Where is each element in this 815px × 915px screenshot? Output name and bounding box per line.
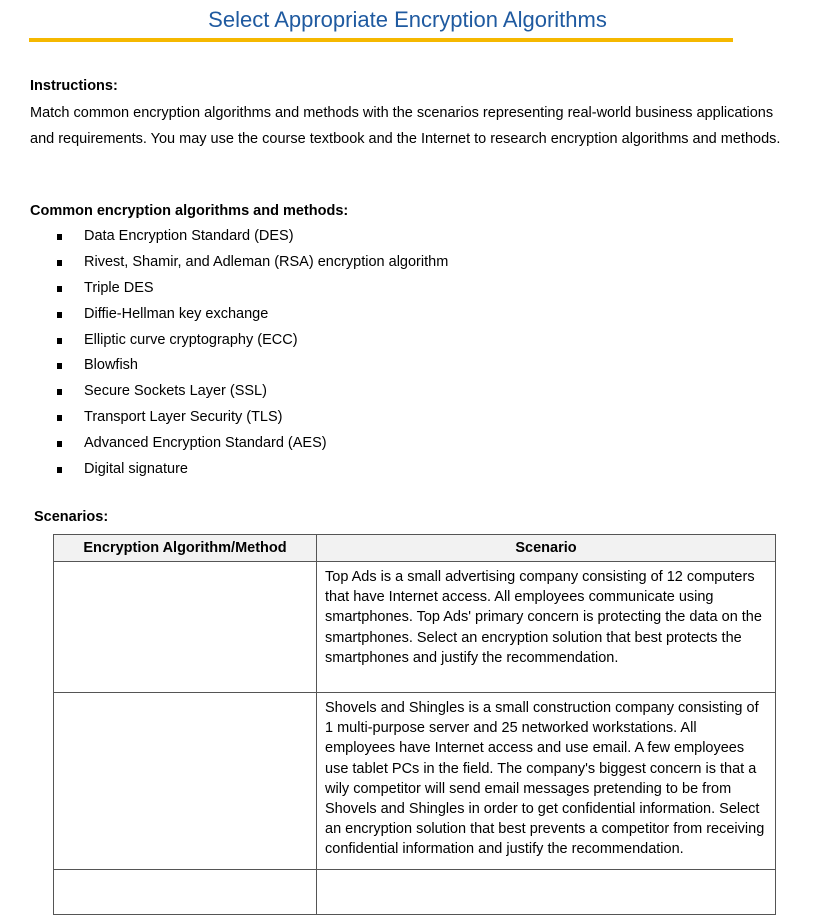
list-item: Transport Layer Security (TLS)	[57, 405, 448, 431]
bullet-icon	[57, 286, 62, 292]
bullet-icon	[57, 234, 62, 240]
list-item: Secure Sockets Layer (SSL)	[57, 379, 448, 405]
table-row	[54, 869, 776, 914]
scenarios-heading: Scenarios:	[34, 509, 109, 525]
algorithms-list	[57, 224, 448, 483]
scenarios-table	[53, 534, 776, 915]
scenario-cell: Top Ads is a small advertising company consisting of 12 computers that have Internet access. All employees communicate using smartphones. Top Ads' primary concern is protecting the data on the smartphones. Select an encryption solution that best protects the smartphones and justify the recommendation.	[317, 562, 776, 693]
table-row	[54, 562, 776, 693]
scenario-cell: Shovels and Shingles is a small construction company consisting of 1 multi-purpose server and 25 networked workstations. All employees have Internet access and use email. A few employees use tablet PCs in the field. The company's biggest concern is that a wily competitor will send email messages pretending to be from Shovels and Shingles in order to get confidential information. Select an encryption solution that best prevents a competitor from receiving confidential information and justify the recommendation.	[317, 693, 776, 870]
instructions-text: Match common encryption algorithms and methods with the scenarios representing real-world business applications and requirements. You may use the course textbook and the Internet to research encryption algorithms and methods.	[30, 105, 781, 147]
bullet-icon	[57, 260, 62, 266]
column-header-scenario: Scenario	[317, 535, 776, 562]
list-item: Rivest, Shamir, and Adleman (RSA) encryption algorithm	[57, 250, 448, 276]
list-item: Diffie-Hellman key exchange	[57, 302, 448, 328]
algorithms-heading: Common encryption algorithms and methods:	[30, 203, 349, 219]
table-row	[54, 693, 776, 870]
scenario-cell	[317, 869, 776, 914]
bullet-icon	[57, 415, 62, 421]
list-item: Triple DES	[57, 276, 448, 302]
bullet-icon	[57, 441, 62, 447]
table-header-row	[54, 535, 776, 562]
instructions-heading: Instructions:	[30, 78, 118, 94]
list-item: Digital signature	[57, 457, 448, 483]
algorithm-answer-cell[interactable]	[54, 562, 317, 693]
algorithm-answer-cell[interactable]	[54, 693, 317, 870]
title-underline	[29, 38, 733, 42]
list-item: Advanced Encryption Standard (AES)	[57, 431, 448, 457]
bullet-icon	[57, 363, 62, 369]
algorithm-answer-cell[interactable]	[54, 869, 317, 914]
page-title: Select Appropriate Encryption Algorithms	[208, 7, 607, 32]
list-item: Data Encryption Standard (DES)	[57, 224, 448, 250]
bullet-icon	[57, 467, 62, 473]
bullet-icon	[57, 312, 62, 318]
list-item: Elliptic curve cryptography (ECC)	[57, 328, 448, 354]
bullet-icon	[57, 389, 62, 395]
column-header-algorithm: Encryption Algorithm/Method	[54, 535, 317, 562]
list-item: Blowfish	[57, 353, 448, 379]
bullet-icon	[57, 338, 62, 344]
